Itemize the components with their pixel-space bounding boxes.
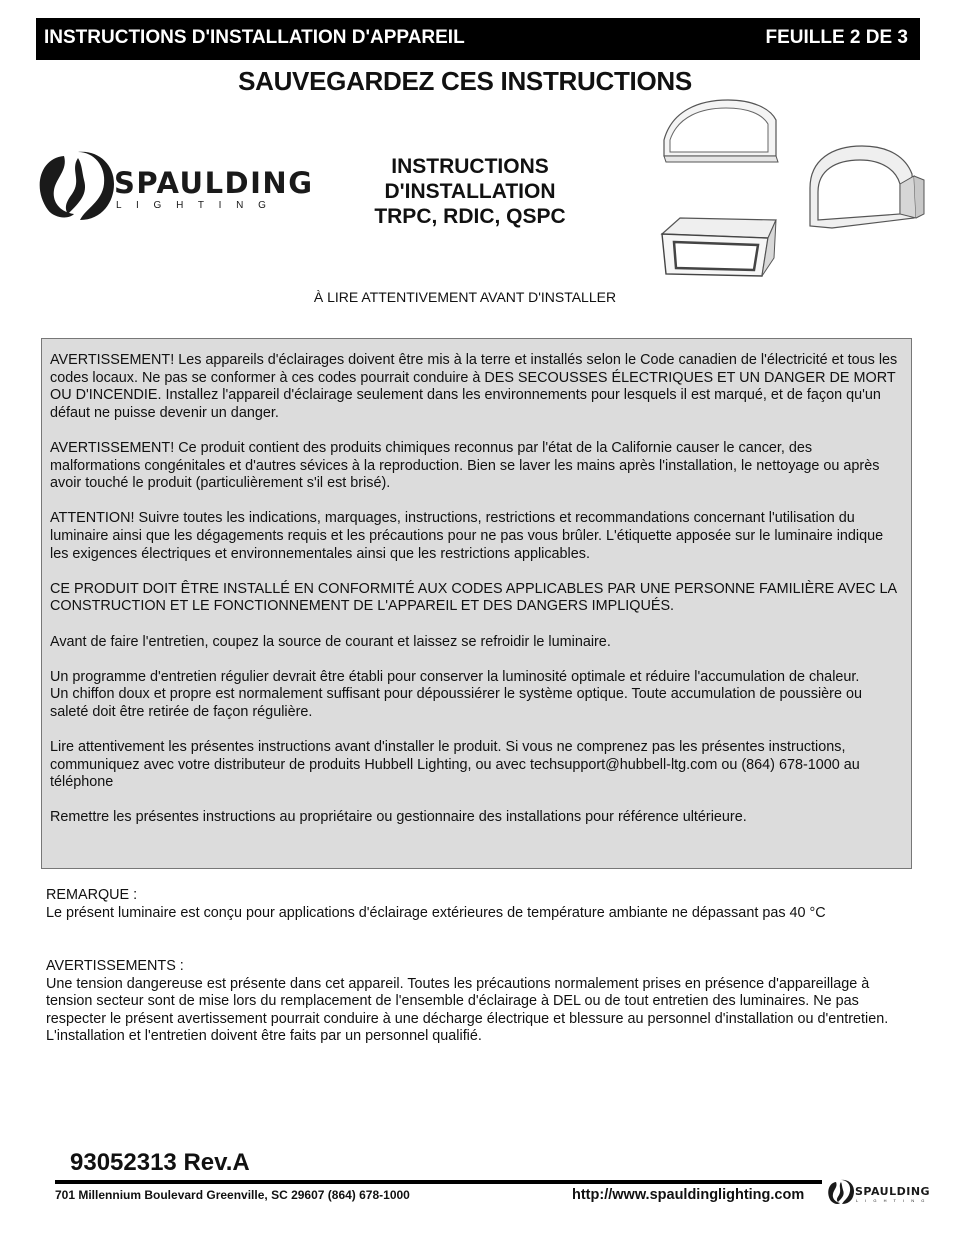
header-title: INSTRUCTIONS D'INSTALLATION D'APPAREIL bbox=[44, 27, 465, 48]
header-bar bbox=[36, 18, 920, 60]
document-title bbox=[360, 154, 580, 229]
warnings-heading: AVERTISSEMENTS : bbox=[46, 958, 184, 974]
doc-title-line-2: D'INSTALLATION bbox=[384, 180, 556, 203]
remark-heading: REMARQUE : bbox=[46, 887, 138, 903]
footer-website-link[interactable]: http://www.spauldinglighting.com bbox=[572, 1187, 805, 1203]
doc-title-line-3: TRPC, RDIC, QSPC bbox=[374, 205, 566, 228]
page-title: SAUVEGARDEZ CES INSTRUCTIONS bbox=[238, 66, 692, 96]
warning-paragraph: Lire attentivement les présentes instructions avant d'installer le produit. Si vous ne comprenez pas les présentes instructions, communiquez avec votre distributeur de produits Hubbell Lighting, ou avec techsupport@hubbell-ltg.com ou (864) 678-1000 au téléphone bbox=[50, 739, 860, 791]
warning-paragraph: Un programme d'entretien régulier devrait être établi pour conserver la luminosité optimale et réduire l'accumulation de chaleur. Un chiffon doux et propre est normalement suffisant pour dépoussiérer le système optique. Toute accumulation de poussière ou saleté doit être retirée de façon régulière. bbox=[50, 668, 862, 720]
warning-paragraph: CE PRODUIT DOIT ÊTRE INSTALLÉ EN CONFORMITÉ AUX CODES APPLICABLES PAR UNE PERSONNE FAMILIÈRE AVEC LA CONSTRUCTION ET LE FONCTIONNEMENT DE L'APPAREIL ET DES DANGERS IMPLIQUÉS. bbox=[50, 580, 897, 615]
warning-paragraph: Remettre les présentes instructions au propriétaire ou gestionnaire des installations pour référence ultérieure. bbox=[50, 809, 747, 826]
warning-paragraph: AVERTISSEMENT! Ce produit contient des produits chimiques reconnus par l'état de la Californie causer le cancer, des malformations congénitales et d'autres sévices à la reproduction. Bien se laver les mains après l'installation, le nettoyage ou après avoir touché le produit (particulièrement s'il est brisé). bbox=[50, 439, 880, 492]
logo-brand: SPAULDING bbox=[114, 166, 314, 200]
remark-text: Le présent luminaire est conçu pour applications d'éclairage extérieures de température ambiante ne dépassant pas 40 °C bbox=[46, 904, 826, 921]
document-number: 93052313 Rev.A bbox=[70, 1149, 250, 1176]
fixture-rdic-icon bbox=[802, 140, 928, 234]
footer-address: 701 Millennium Boulevard Greenville, SC 29607 (864) 678-1000 bbox=[55, 1188, 410, 1202]
fixture-qspc-icon bbox=[658, 212, 782, 282]
logo-sub: L I G H T I N G bbox=[116, 200, 272, 211]
warning-paragraph: Avant de faire l'entretien, coupez la source de courant et laissez se refroidir le luminaire. bbox=[50, 633, 611, 650]
warning-paragraph: AVERTISSEMENT! Les appareils d'éclairages doivent être mis à la terre et installés selon le Code canadien de l'électricité et tous les codes locaux. Ne pas se conformer à ces codes pourrait conduire à DES SECOUSSES ÉLECTRIQUES ET UN DANGER DE MORT OU D'INCENDIE. Installez l'appareil d'éclairage seulement dans les environnements pour lesquels il est marqué, et de façon qu'un défaut ne puisse devenir un danger. bbox=[50, 352, 898, 421]
warning-paragraph: ATTENTION! Suivre toutes les indications, marquages, instructions, restrictions et recommandations concernant l'utilisation du luminaire ainsi que les dégagements requis et les précautions pour ne pas vous brûler. L'étiquette apposée sur le luminaire indique les exigences électriques et environnementales ainsi que les restrictions applicables. bbox=[50, 510, 884, 562]
doc-title-line-1: INSTRUCTIONS bbox=[391, 155, 549, 178]
warning-box bbox=[41, 338, 912, 869]
remark-section bbox=[46, 887, 916, 922]
logo-small-brand: SPAULDING bbox=[855, 1185, 931, 1198]
warnings-text: Une tension dangereuse est présente dans cet appareil. Toutes les précautions normalement prises en présence d'appareillage à tension secteur sont de mise lors du remplacement de l'ensemble d'éclairage à DEL ou de tout entretien des luminaires. Ne pas respecter le présent avertissement pourrait conduire à une décharge électrique et blessure au personnel d'installation ou d'entretien. L'installation et l'entretien doivent être faits par un personnel qualifié. bbox=[46, 975, 889, 1045]
read-notice: À LIRE ATTENTIVEMENT AVANT D'INSTALLER bbox=[313, 289, 617, 305]
spaulding-logo-icon bbox=[34, 150, 356, 226]
spaulding-logo-small-icon bbox=[826, 1179, 946, 1207]
footer-divider bbox=[55, 1180, 822, 1184]
logo-small-sub: L I G H T I N G bbox=[856, 1198, 928, 1203]
fixture-trpc-icon bbox=[658, 96, 782, 168]
sheet-number: FEUILLE 2 DE 3 bbox=[765, 27, 908, 48]
warnings-section bbox=[46, 958, 906, 1046]
